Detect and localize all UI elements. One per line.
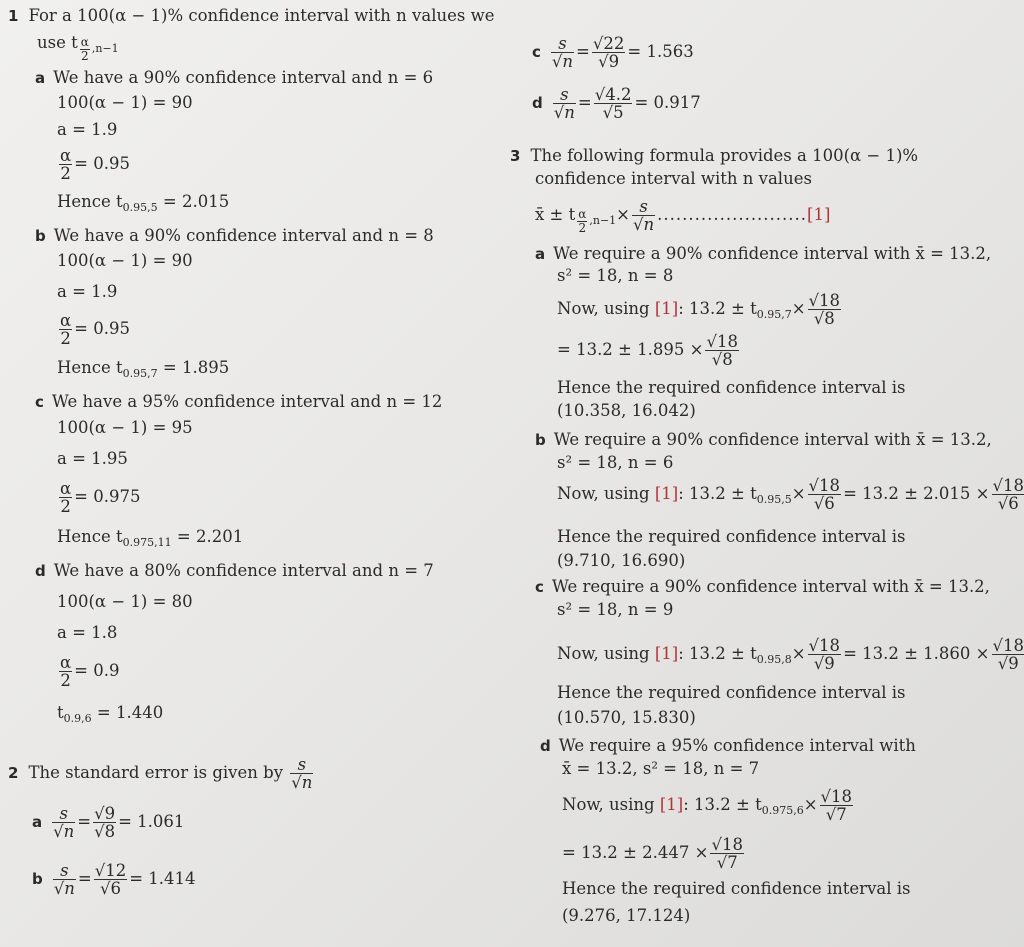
q2c-line: c $\frac{s}{√n}$ = $\frac{√22}{√9}$ = 1.563 <box>532 34 694 71</box>
q2d-line: d $\frac{s}{√n}$ = $\frac{√4.2}{√5}$ = 0.917 <box>532 85 701 122</box>
q1c-result: Hence $t_{0.975,11} = 2.201$ <box>57 527 244 549</box>
q2a-line: a $\frac{s}{√n}$ = $\frac{√9}{√8}$ = 1.061 <box>32 804 185 841</box>
q3a-hence: Hence the required confidence interval is <box>557 378 906 397</box>
q1d-statement: d We have a 80% confidence interval and n = 7 <box>35 561 434 580</box>
q3b-interval: (9.710, 16.690) <box>557 551 686 570</box>
q1-intro-line2: use t $_{\frac{\alpha}{2} ,n-1}$ <box>37 33 119 63</box>
q3d-interval: (9.276, 17.124) <box>562 906 691 925</box>
q1b-half: $\frac{\alpha}{2}$ = 0.95 <box>60 311 130 348</box>
q3d-req2: x̄ = 13.2, s² = 18, n = 7 <box>562 759 760 778</box>
q1a-eq2: a = 1.9 <box>57 120 118 139</box>
q3-intro-line1: 3 The following formula provides a 100(α − 1)% <box>510 146 919 165</box>
q1a-statement: a We have a 90% confidence interval and n = 6 <box>35 68 434 87</box>
q3a-now: Now, using [1]: $13.2 \pm t_{0.95,7}\times$ $\frac{√18}{√8}$ <box>557 291 841 328</box>
q1d-half: $\frac{\alpha}{2}$ = 0.9 <box>60 653 120 690</box>
q1b-result: Hence $t_{0.95,7} = 1.895$ <box>57 358 230 380</box>
q2b-line: b $\frac{s}{√n}$ = $\frac{√12}{√6}$ = 1.414 <box>32 861 196 898</box>
q3b-hence: Hence the required confidence interval is <box>557 527 906 546</box>
q1c-statement: c We have a 95% confidence interval and n = 12 <box>35 392 443 411</box>
q1d-eq1: 100(α − 1) = 80 <box>57 592 193 611</box>
q3c-hence: Hence the required confidence interval is <box>557 683 906 702</box>
q3b-now: Now, using [1]: $13.2 \pm t_{0.95,5}\times$ $\frac{√18}{√6}$ = 13.2 ± 2.015 × $\frac{√18}{√6}$ <box>557 476 1024 513</box>
q1a-eq1: 100(α − 1) = 90 <box>57 93 193 112</box>
q3a-interval: (10.358, 16.042) <box>557 401 696 420</box>
q3d-hence: Hence the required confidence interval is <box>562 879 911 898</box>
q3a-req1: a We require a 90% confidence interval with x̄ = 13.2, <box>535 244 992 263</box>
q3b-req1: b We require a 90% confidence interval with x̄ = 13.2, <box>535 430 992 449</box>
q3d-line2: = 13.2 ± 2.447 × $\frac{√18}{√7}$ <box>562 835 743 872</box>
q1-intro-line1: 1 For a 100(α − 1)% confidence interval with n values we <box>8 6 495 25</box>
q3c-interval: (10.570, 15.830) <box>557 708 696 727</box>
q1a-half: $\frac{\alpha}{2}$ = 0.95 <box>60 146 130 183</box>
q3-number: 3 <box>510 147 521 165</box>
q3a-req2: s² = 18, n = 8 <box>557 266 674 285</box>
q3d-req1: d We require a 95% confidence interval with <box>540 736 916 755</box>
q3c-now: Now, using [1]: $13.2 \pm t_{0.95,8}\times$ $\frac{√18}{√9}$ = 13.2 ± 1.860 × $\frac{√18}{√9}$ <box>557 636 1024 673</box>
q3c-req2: s² = 18, n = 9 <box>557 600 674 619</box>
q3d-now: Now, using [1]: $13.2 \pm t_{0.975,6}\times$ $\frac{√18}{√7}$ <box>562 787 853 824</box>
q1a-result: Hence $t_{0.95,5} = 2.015$ <box>57 192 230 214</box>
q2-number: 2 <box>8 764 19 782</box>
q1c-eq2: a = 1.95 <box>57 449 128 468</box>
q1c-eq1: 100(α − 1) = 95 <box>57 418 193 437</box>
q2-intro: 2 The standard error is given by $\frac{s}{√n}$ <box>8 755 313 792</box>
formula-ref-1: [1] <box>807 205 831 224</box>
q1d-result: $t_{0.9,6} = 1.440$ <box>57 703 164 725</box>
q3c-req1: c We require a 90% confidence interval with x̄ = 13.2, <box>535 577 990 596</box>
q1b-eq2: a = 1.9 <box>57 282 118 301</box>
q1d-eq2: a = 1.8 <box>57 623 118 642</box>
q3-formula: x̄ ± t $_{\frac{\alpha}{2} ,n-1}$× $\frac{s}{√n}$ ........................[1] <box>535 197 831 235</box>
q1b-eq1: 100(α − 1) = 90 <box>57 251 193 270</box>
q1b-statement: b We have a 90% confidence interval and n = 8 <box>35 226 434 245</box>
q3a-line2: = 13.2 ± 1.895 × $\frac{√18}{√8}$ <box>557 332 738 369</box>
q3b-req2: s² = 18, n = 6 <box>557 453 674 472</box>
q3-intro-line2: confidence interval with n values <box>535 169 812 188</box>
q1c-half: $\frac{\alpha}{2}$ = 0.975 <box>60 479 141 516</box>
q1-number: 1 <box>8 7 19 25</box>
